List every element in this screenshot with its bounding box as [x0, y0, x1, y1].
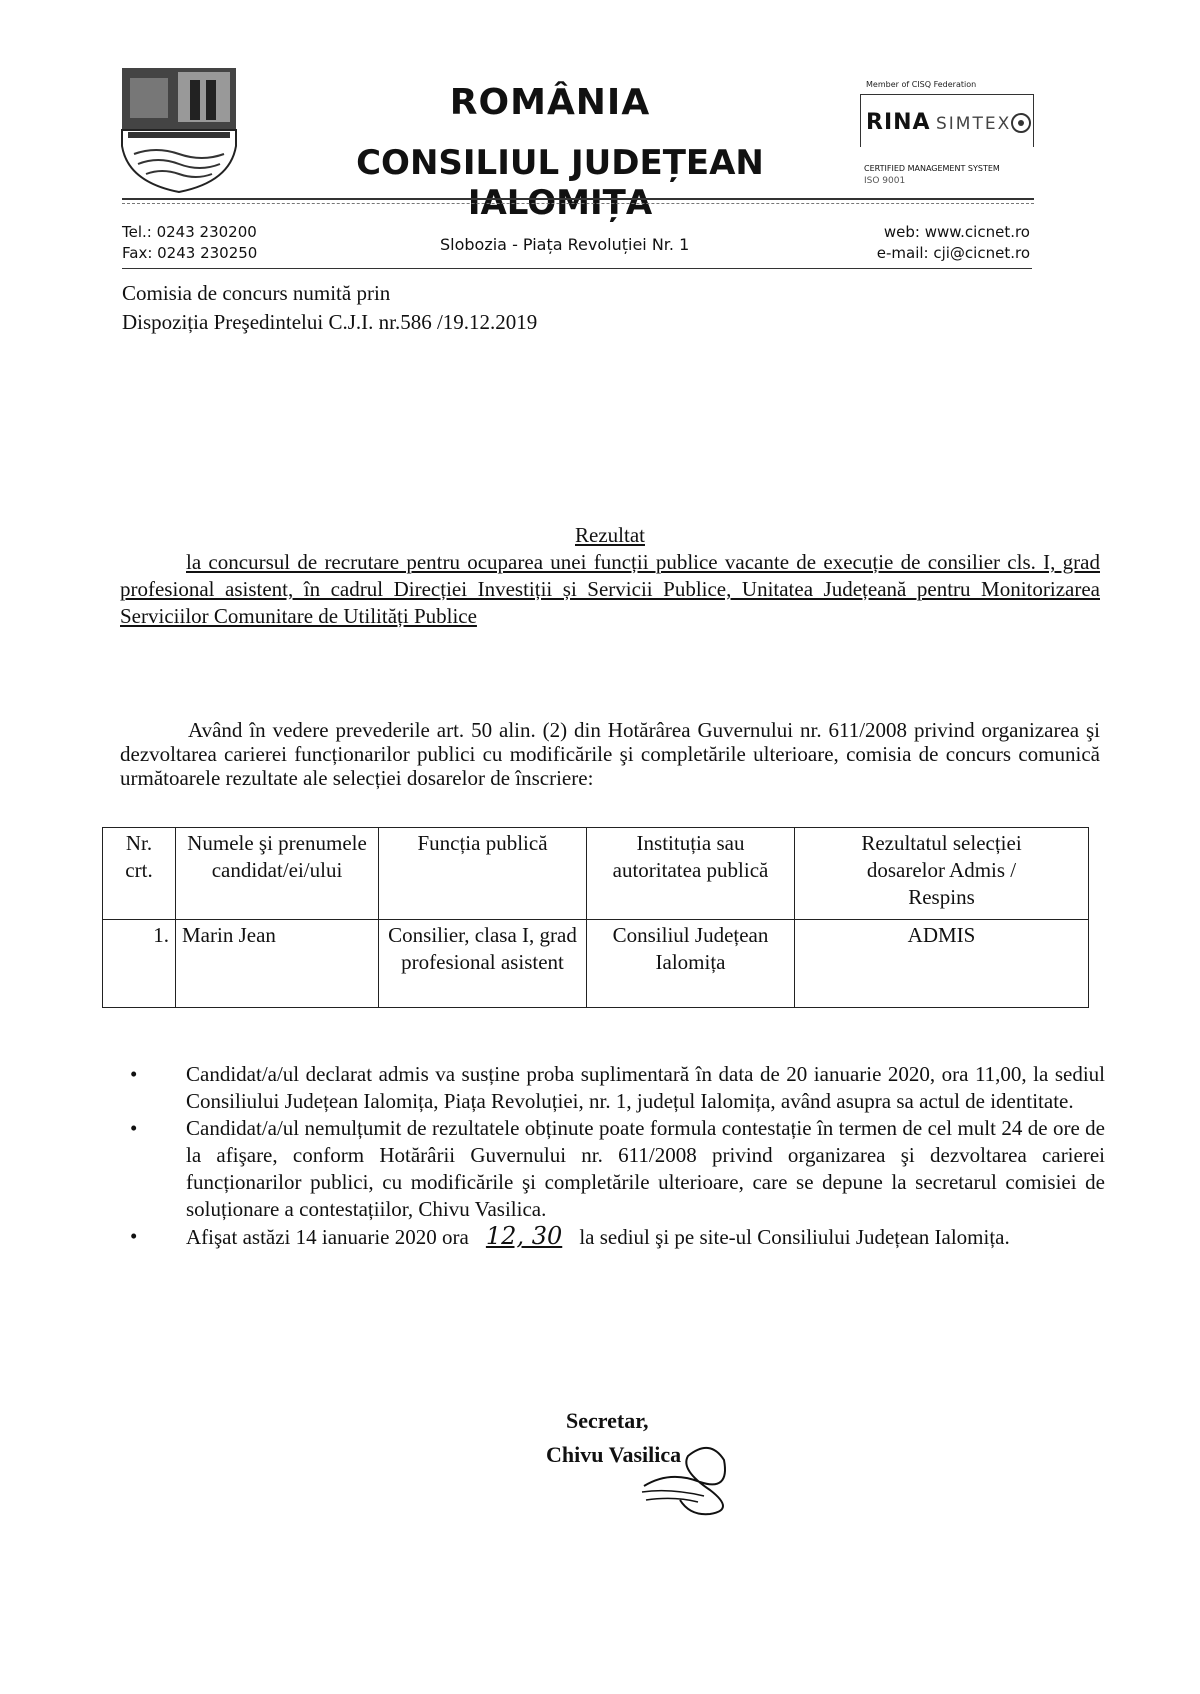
- header-name: Numele şi prenumele candidat/ei/ului: [176, 828, 379, 920]
- header-rule-secondary: [122, 203, 1034, 204]
- web-email-block: [850, 222, 1030, 264]
- header-institution: Instituția sau autoritatea publică: [587, 828, 795, 920]
- bullet-icon: •: [130, 1062, 138, 1086]
- result-title: Rezultat: [575, 523, 645, 547]
- handwritten-signature: [640, 1430, 750, 1518]
- website: web: www.cicnet.ro: [883, 223, 1030, 241]
- cert-member-text: Member of CISQ Federation: [866, 80, 977, 89]
- note-text-3-before: Afişat astăzi 14 ianuarie 2020 ora: [186, 1225, 469, 1249]
- handwritten-time: 12, 30: [485, 1222, 563, 1250]
- cert-iso-text: ISO 9001: [864, 176, 906, 186]
- note-text-1: Candidat/a/ul declarat admis va susține proba suplimentară în data de 20 ianuarie 2020, ora 11,00, la sediul Consiliului Județean Ialomița, Piața Revoluției, nr. 1, județul Ialomița, având asupra sa actul de identitate.: [186, 1062, 1105, 1113]
- phone-number: Tel.: 0243 230200: [122, 223, 257, 241]
- contact-rule: [122, 268, 1032, 269]
- cell-name: Marin Jean: [176, 920, 379, 1008]
- cert-simtex-text: SIMTEX: [936, 114, 1012, 134]
- cert-system-text: CERTIFIED MANAGEMENT SYSTEM: [864, 164, 1000, 173]
- county-crest-logo: [120, 66, 238, 194]
- fax-number: Fax: 0243 230250: [122, 244, 258, 262]
- bullet-icon: •: [130, 1116, 138, 1140]
- cert-seal-icon: [1010, 112, 1032, 134]
- table-row: [103, 920, 1089, 1008]
- phone-fax-block: [122, 222, 257, 264]
- table-header-row: [103, 828, 1089, 920]
- country-title: ROMÂNIA: [449, 82, 651, 123]
- secretary-role: Secretar,: [566, 1408, 649, 1433]
- note-text-3-after: la sediul şi pe site-ul Consiliului Județean Ialomița.: [579, 1225, 1010, 1249]
- certification-badge: [860, 78, 1038, 198]
- results-table: [102, 827, 1089, 1008]
- header-nr: [103, 828, 176, 920]
- commission-line-2: Dispoziția Preşedintelui C.J.I. nr.586 /19.12.2019: [122, 310, 538, 334]
- cell-result: ADMIS: [795, 920, 1089, 1008]
- note-item: [110, 1061, 1105, 1115]
- header-function: Funcția publică: [379, 828, 587, 920]
- cell-function: Consilier, clasa I, grad profesional asistent: [379, 920, 587, 1008]
- bullet-icon: •: [130, 1224, 138, 1248]
- notes-list: [110, 1061, 1105, 1251]
- note-item: [110, 1115, 1105, 1223]
- address: Slobozia - Piața Revoluției Nr. 1: [440, 235, 690, 254]
- secretary-name: Chivu Vasilica: [546, 1442, 682, 1467]
- intro-paragraph: Având în vedere prevederile art. 50 alin. (2) din Hotărârea Guvernului nr. 611/2008 privind organizarea şi dezvoltarea carierei funcționarilor publici cu modificările şi completările ulterioare, comisia de concurs comunică următoarele rezultate ale selecției dosarelor de înscriere:: [120, 718, 1100, 790]
- header-nr-line1: Nr.: [125, 831, 153, 855]
- note-item: [110, 1223, 1105, 1251]
- header-nr-line2: crt.: [125, 858, 153, 882]
- result-heading: [120, 522, 1100, 630]
- header-result: Rezultatul selecției dosarelor Admis / Respins: [795, 828, 1089, 920]
- email: e-mail: cji@cicnet.ro: [876, 244, 1030, 262]
- cell-nr: 1.: [103, 920, 176, 1008]
- commission-block: [122, 279, 537, 337]
- note-text-2: Candidat/a/ul nemulțumit de rezultatele obținute poate formula contestație în termen de cel mult 24 de ore de la afişare, conform Hotărârii Guvernului nr. 611/2008 privind organizarea şi dezvoltarea carierei funcționarilor publici, cu modificările şi completările ulterioare, care se depune la secretarul comisiei de soluționare a contestațiilor, Chivu Vasilica.: [186, 1116, 1105, 1221]
- cell-institution: Consiliul Județean Ialomița: [587, 920, 795, 1008]
- result-subtitle: la concursul de recrutare pentru ocuparea unei funcții publice vacante de execuție de consilier cls. I, grad profesional asistent, în cadrul Direcției Investiții și Servicii Publice, Unitatea Județeană pentru Monitorizarea Serviciilor Comunitare de Utilități Publice: [120, 550, 1100, 628]
- header-rule: [122, 198, 1034, 200]
- commission-line-1: Comisia de concurs numită prin: [122, 281, 391, 305]
- institution-title: CONSILIUL JUDEȚEAN IALOMIȚA: [356, 143, 764, 223]
- cert-rina-text: RINA: [866, 110, 931, 135]
